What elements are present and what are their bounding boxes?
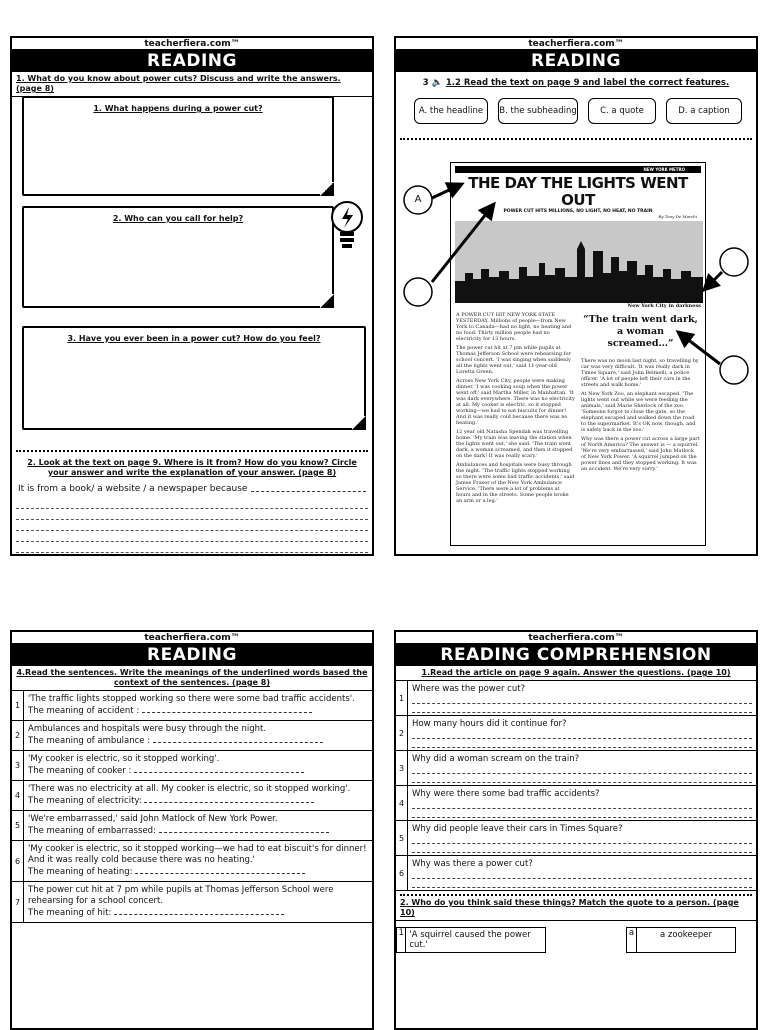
byline: By Tony De Marchi (658, 214, 697, 219)
worksheet-label-features (394, 36, 758, 556)
question-row (396, 786, 756, 821)
question-2: 2. Who can you call for help? (112, 214, 244, 223)
question-row (396, 681, 756, 716)
question-row (396, 856, 756, 891)
option-c[interactable]: C. a quote (588, 98, 656, 124)
brand: teacherfiera.com™ (12, 632, 372, 644)
meaning-label: The meaning of ambulance : (28, 736, 151, 746)
question-row (396, 751, 756, 786)
item-number: 3 (12, 751, 24, 780)
meaning-label: The meaning of accident : (28, 706, 140, 716)
question-4: 2. Look at the text on page 9. Where is it from? How do you know? Circle your answer and write the explanation of your answer. (page 8) (27, 458, 357, 477)
match-quote[interactable] (396, 927, 546, 953)
page-curl-icon (320, 182, 334, 196)
question-text: Where was the power cut? (412, 684, 526, 694)
match-person[interactable] (626, 927, 736, 953)
question-3: 3. Have you ever been in a power cut? How do you feel? (67, 334, 321, 343)
answer-lines[interactable] (412, 730, 752, 748)
vocab-row (12, 691, 372, 721)
subheading: POWER CUT HITS MILLIONS, NO LIGHT, NO HEAT, NO TRAIN (503, 209, 653, 214)
sentence: 'There was no electricity at all. My cooker is electric, so it stopped working'. (28, 784, 351, 794)
item-number: 4 (12, 781, 24, 810)
meaning-line[interactable] (28, 765, 368, 777)
paragraph: There was no moon last night, so travelling by car was very difficult. 'It was really dark in Times Square,' said John Belmelli, a police officer. 'A lot of people left their cars in the streets and walk home.' (581, 358, 699, 388)
item-number: 5 (12, 811, 24, 840)
note-box-2[interactable] (22, 206, 334, 308)
instruction: 1.2 Read the text on page 9 and label the correct features. (445, 78, 730, 88)
vocab-row (12, 841, 372, 882)
meaning-line[interactable] (28, 907, 368, 919)
page-title: READING (12, 50, 372, 72)
worksheet-vocabulary (10, 630, 374, 1030)
instruction: 1. What do you know about power cuts? Discuss and write the answers. (page 8) (12, 72, 372, 97)
question-number: 3 (396, 751, 408, 785)
vocab-list (12, 691, 372, 923)
sentence: 'We're embarrassed,' said John Matlock of New York Power. (28, 814, 278, 824)
page-title: READING (12, 644, 372, 666)
question-text: How many hours did it continue for? (412, 719, 567, 729)
question-number: 2 (396, 716, 408, 750)
worksheet-comprehension (394, 630, 758, 1030)
brand: teacherfiera.com™ (396, 38, 756, 50)
note-box-3[interactable] (22, 326, 366, 430)
vocab-row (12, 811, 372, 841)
headline: THE DAY THE LIGHTS WENT OUT (468, 174, 688, 209)
question-number: 4 (396, 786, 408, 820)
answer-lines[interactable] (412, 870, 752, 888)
paragraph: A POWER CUT HIT NEW YORK STATE YESTERDAY. Millions of people—from New York to Canada—had no light, no heating and no food. Thirty million people had no electricity for 13 hours. (456, 312, 572, 342)
caption: New York City in darkness (627, 303, 701, 309)
question-number: 3 (422, 78, 429, 88)
lightbulb-icon (330, 200, 364, 252)
vocab-row (12, 781, 372, 811)
label-a: A (414, 194, 422, 205)
pull-quote: “The train went dark, a woman screamed…” (583, 314, 698, 349)
item-number: 6 (12, 841, 24, 881)
option-d[interactable]: D. a caption (666, 98, 742, 124)
option-b[interactable]: B. the subheading (498, 98, 578, 124)
meaning-label: The meaning of cooker : (28, 766, 132, 776)
sentence: 'My cooker is electric, so it stopped working'. (28, 754, 220, 764)
question-number: 5 (396, 821, 408, 855)
item-number: 2 (12, 721, 24, 750)
meaning-label: The meaning of electricity: (28, 796, 142, 806)
label-arrows (396, 38, 758, 556)
question-list (396, 681, 756, 891)
answer-start: It is from a book/ a website / a newspaper because (18, 484, 248, 494)
paragraph: Across New York City, people were making dinner. 'I was cooking soup when the power went off,' said Martha Miller, in Manhattan. 'It was dark everywhere. There was no electricity at all. My cooker is electric, so it stopped working—we had to eat biscuits for dinner! And it was really cold because there was no heating.' (456, 378, 575, 426)
meaning-label: The meaning of embarrassed: (28, 826, 156, 836)
page-title: READING (396, 50, 756, 72)
question-row (396, 716, 756, 751)
paragraph: At New York Zoo, an elephant escaped. 'The lights went out while we were feeding the animals,' said Marie Sherlock of the zoo. 'Someone forgot to close the gate, so the elephant escaped and walked down the road to the supermarket. It's OK now, though, and is safely back in the zoo.' (581, 391, 696, 433)
question-number: 6 (396, 856, 408, 890)
worksheet-power-cuts-discussion (10, 36, 374, 556)
page-curl-icon (320, 294, 334, 308)
divider (16, 450, 368, 452)
answer-lines[interactable] (412, 765, 752, 783)
question-text: Why were there some bad traffic accidents? (412, 789, 600, 799)
match-row (396, 927, 756, 953)
item-letter: a (627, 928, 637, 952)
paragraph: 12 year old Natasha Spendak was travelling home. 'My train was leaving the station when the lights went out,' she said. 'The train went dark, a woman screamed, and then it stopped on the dark! It was really scary.' (456, 429, 573, 459)
instruction: 4.Read the sentences. Write the meanings of the underlined words based the context of the sentences. (page 8) (12, 666, 372, 691)
question-text: Why was there a power cut? (412, 859, 533, 869)
quote-text: 'A squirrel caused the power cut.' (409, 930, 531, 950)
item-number: 1 (397, 928, 406, 952)
sentence: 'The traffic lights stopped working so there were some bad traffic accidents'. (28, 694, 355, 704)
meaning-line[interactable] (28, 825, 368, 837)
paragraph: The power cut hit at 7 pm while pupils at Thomas Jefferson School were rehearsing for school concert. 'I was singing when suddenly all the lights went out,' said 11-year-old Loretta Green. (456, 345, 571, 375)
meaning-line[interactable] (28, 795, 368, 807)
sentence: The power cut hit at 7 pm while pupils at Thomas Jefferson School were rehearsing for a school concert. (28, 885, 334, 906)
speaker-icon[interactable]: 🔈 (431, 78, 443, 88)
answer-lines[interactable] (412, 695, 752, 713)
page-curl-icon (352, 416, 366, 430)
meaning-line[interactable] (28, 735, 368, 747)
question-number: 1 (396, 681, 408, 715)
note-box-1[interactable] (22, 96, 334, 196)
vocab-row (12, 751, 372, 781)
vocab-row (12, 721, 372, 751)
page-title: READING COMPREHENSION (396, 644, 756, 666)
answer-line[interactable] (18, 484, 366, 494)
sentence: 'My cooker is electric, so it stopped working—we had to eat biscuit's for dinner! And it was really cold because there was no heating.' (28, 844, 367, 865)
item-number: 1 (12, 691, 24, 720)
question-1: 1. What happens during a power cut? (93, 104, 263, 113)
brand: teacherfiera.com™ (12, 38, 372, 50)
question-text: Why did people leave their cars in Times Square? (412, 824, 623, 834)
paragraph: Why was there a power cut across a large part of North America? The answer is — a squirrel. 'We're very embarrassed,' said John Matlock of New York Power. 'A squirrel jumped on the power lines and they stopped working. It was an accident. We're very sorry.' (581, 436, 700, 472)
sentence: Ambulances and hospitals were busy through the night. (28, 724, 267, 734)
answer-lines[interactable] (412, 835, 752, 853)
question-text: Why did a woman scream on the train? (412, 754, 580, 764)
brand: teacherfiera.com™ (396, 632, 756, 644)
meaning-label: The meaning of hit: (28, 908, 112, 918)
match-instruction: 2. Who do you think said these things? Match the quote to a person. (page 10) (396, 896, 756, 921)
instruction: 1.Read the article on page 9 again. Answer the questions. (page 10) (396, 666, 756, 681)
item-number: 7 (12, 882, 24, 922)
meaning-line[interactable] (28, 705, 368, 717)
meaning-line[interactable] (28, 866, 368, 878)
question-row (396, 821, 756, 856)
answer-lines[interactable] (412, 800, 752, 818)
option-a[interactable]: A. the headline (414, 98, 488, 124)
person-text: a zookeeper (660, 930, 712, 940)
paragraph: Ambulances and hospitals were busy through the night. 'The traffic lights stopped working so there were some bad traffic accidents,' said James Fraser of the New York Ambulance Service. 'There were a lot of problems at hours and in the streets. Some people broke an arm or a leg.' (456, 462, 575, 504)
writing-lines[interactable] (12, 500, 372, 556)
vocab-row (12, 882, 372, 923)
meaning-label: The meaning of heating: (28, 867, 133, 877)
masthead: NEW YORK METRO (455, 166, 701, 173)
